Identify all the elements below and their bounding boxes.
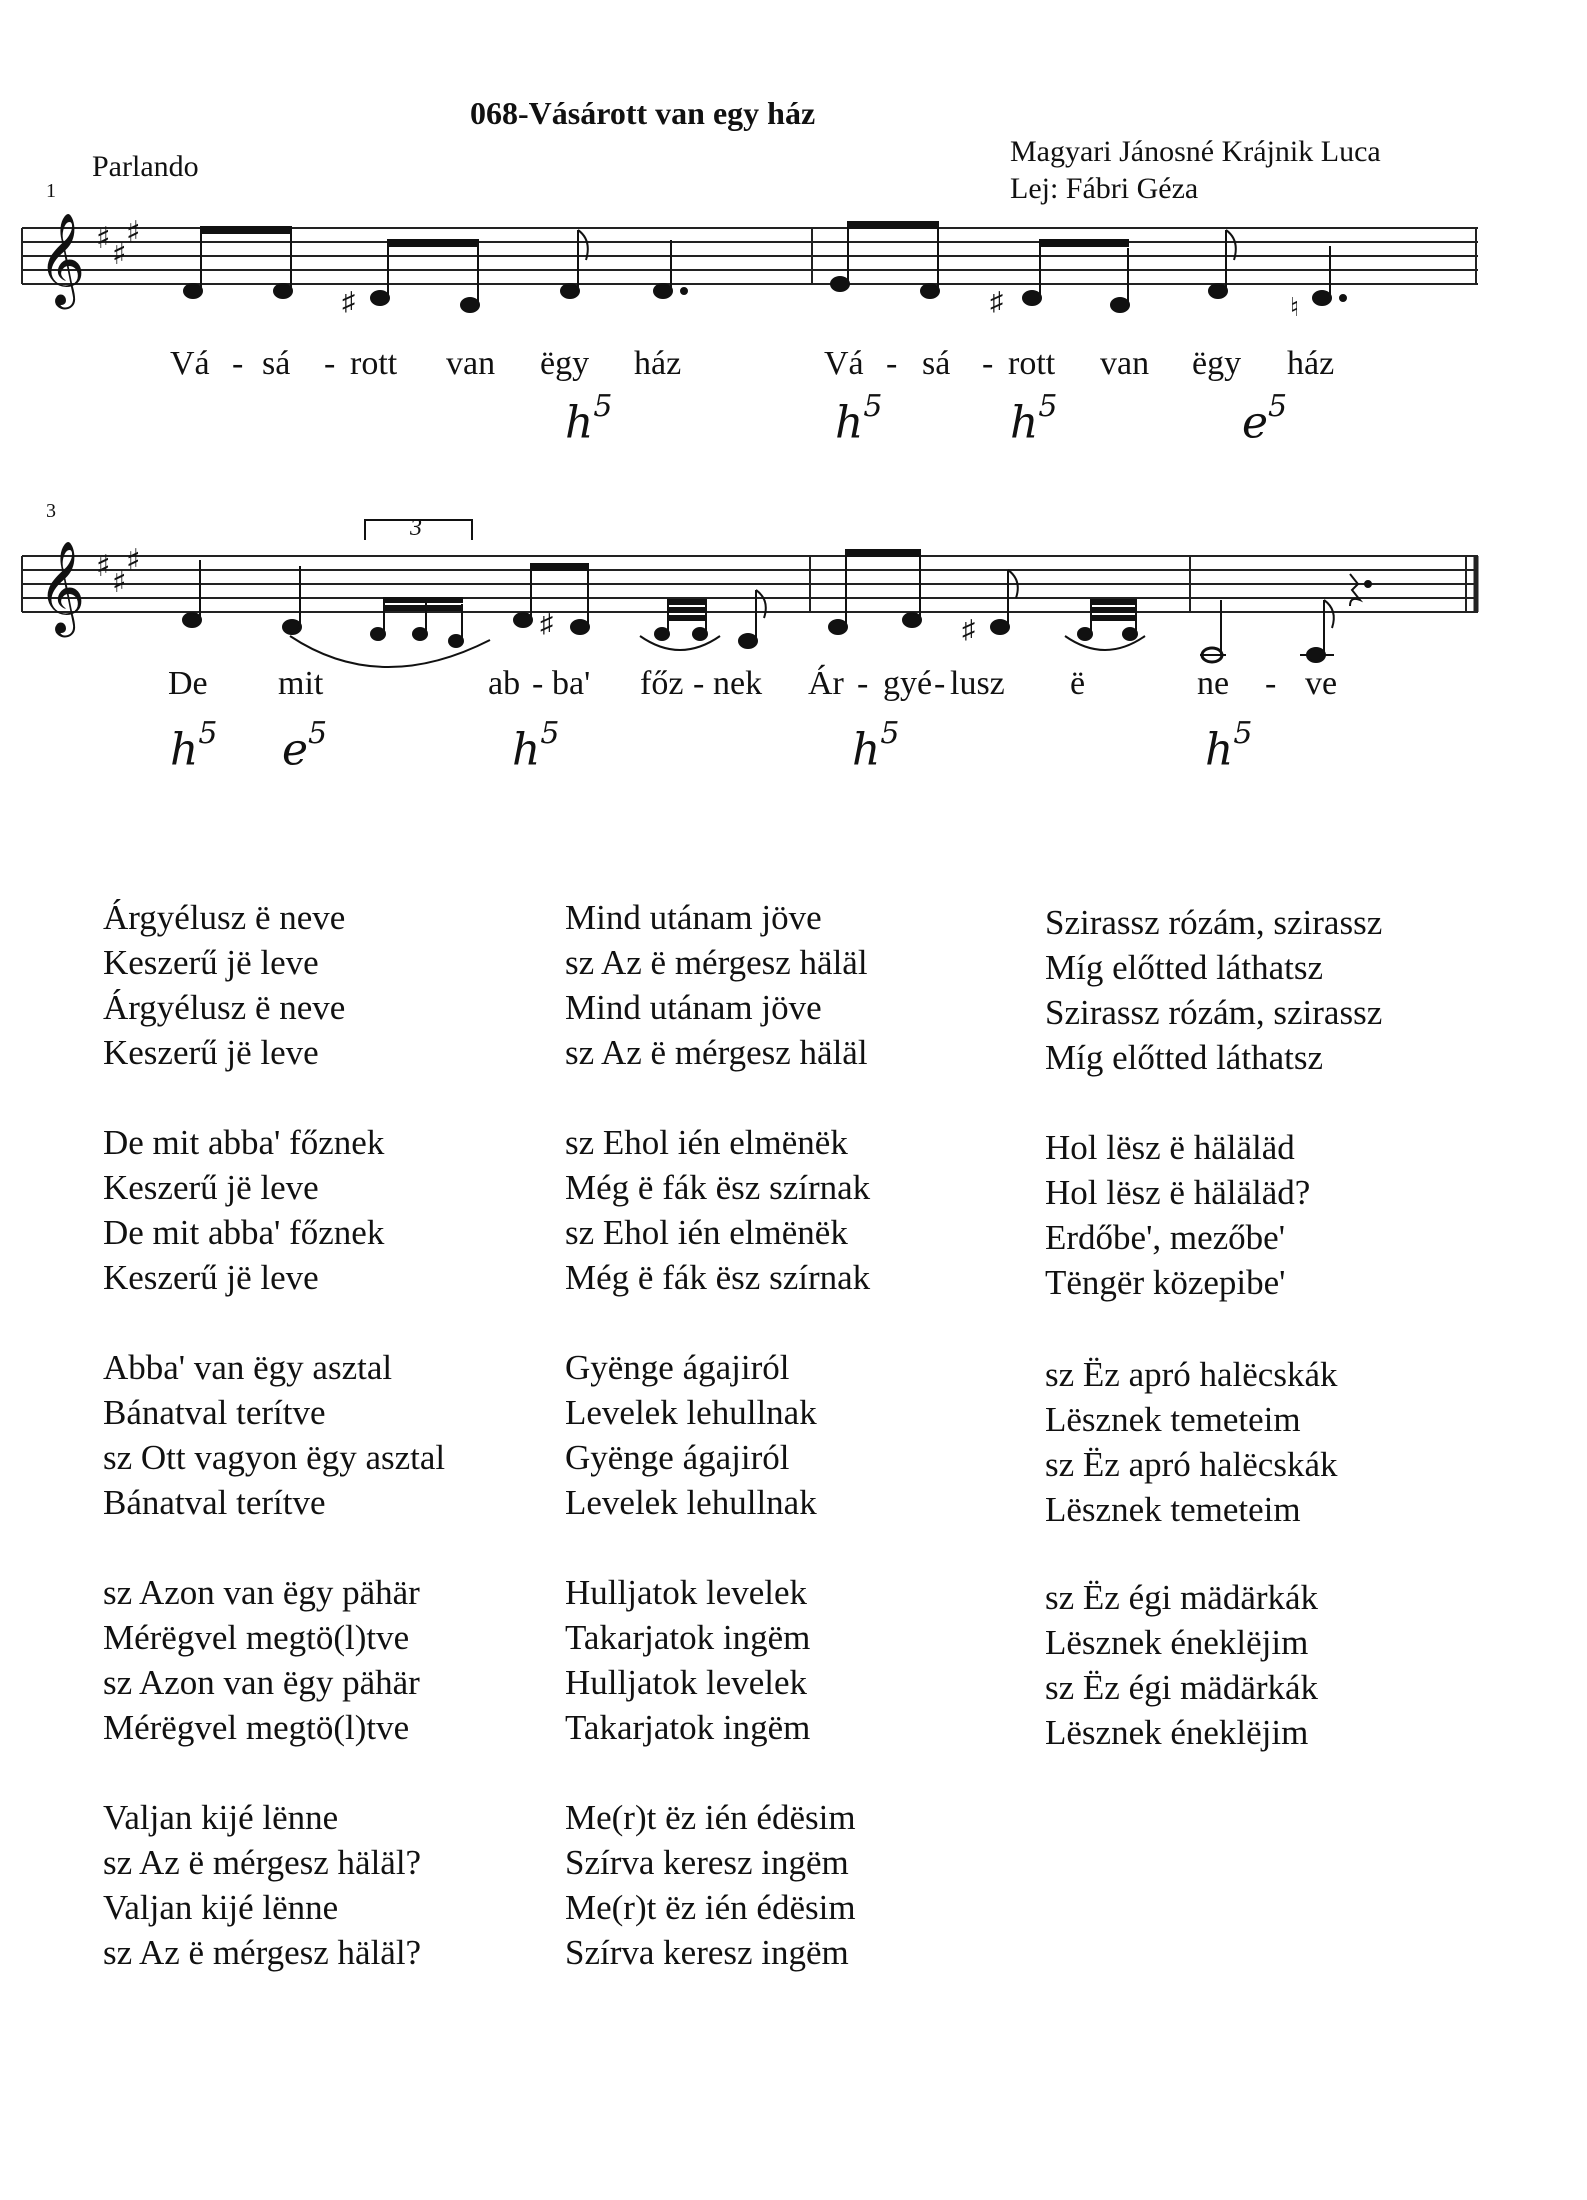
measure-number-3: 3 <box>46 500 56 522</box>
stanza-line: De mit abba' főznek <box>103 1123 385 1162</box>
tempo-marking: Parlando <box>92 150 199 183</box>
triplet-number: 3 <box>410 515 422 541</box>
svg-text:♮: ♮ <box>1290 293 1300 322</box>
stanza-line: Szírva keresz ingëm <box>565 1933 849 1972</box>
svg-text:♯: ♯ <box>112 237 127 272</box>
lyric-syllable: Vá <box>170 345 210 382</box>
stanza-line: Hol lësz ë häläläd <box>1045 1128 1295 1167</box>
treble-clef-icon <box>38 212 85 309</box>
stanza-line: Gyënge ágajiról <box>565 1438 790 1477</box>
stanza-line: sz Az ë mérgesz häläl <box>565 1033 868 1072</box>
lyric-syllable: gyé <box>883 665 933 702</box>
stanza-3 <box>103 1345 445 1525</box>
lyric-syllable: van <box>1100 345 1150 382</box>
svg-text:♯: ♯ <box>962 615 975 644</box>
key-signature-sharps <box>96 543 141 600</box>
credit-lyricist: Magyari Jánosné Krájnik Luca <box>1010 135 1381 168</box>
svg-text:♯: ♯ <box>126 543 141 578</box>
lyric-syllable: rott <box>1008 345 1056 382</box>
staff-system-2 <box>0 510 1587 680</box>
stanza-line: Árgyélusz ë neve <box>103 898 346 937</box>
lyric-hyphen: - <box>982 345 994 382</box>
lyric-hyphen: - <box>857 665 869 702</box>
stanza-line: Lësznek temeteim <box>1045 1490 1301 1529</box>
stanza-12 <box>1045 1125 1310 1305</box>
stanza-line: Keszerű jë leve <box>103 1168 319 1207</box>
stanza-line: Takarjatok ingëm <box>565 1618 811 1657</box>
stanza-8 <box>565 1345 817 1525</box>
stanza-5 <box>103 1795 421 1975</box>
stanza-line: Keszerű jë leve <box>103 943 319 982</box>
stanza-line: sz Ëz apró halëcskák <box>1045 1355 1338 1394</box>
lyric-syllable: rott <box>350 345 398 382</box>
stanza-line: Keszerű jë leve <box>103 1258 319 1297</box>
chord-symbol: $h^5$ <box>512 716 560 776</box>
stanza-line: Mind utánam jöve <box>565 898 822 937</box>
chord-symbol: $e^5$ <box>282 716 328 776</box>
stanza-line: Hulljatok levelek <box>565 1663 808 1702</box>
lyric-syllable: van <box>446 345 496 382</box>
stanza-6 <box>565 895 868 1075</box>
stanza-line: Mind utánam jöve <box>565 988 822 1027</box>
lyric-syllable: főz <box>640 665 684 702</box>
stanza-line: Hulljatok levelek <box>565 1573 808 1612</box>
stanza-line: Valjan kijé lënne <box>103 1798 339 1837</box>
lyric-syllable: ház <box>634 345 682 382</box>
lyric-syllable: lusz <box>950 665 1005 702</box>
stanza-line: sz Ëz apró halëcskák <box>1045 1445 1338 1484</box>
chord-symbol: $e^5$ <box>1242 389 1288 449</box>
lyric-hyphen: - <box>532 665 544 702</box>
lyric-syllable: De <box>168 665 208 702</box>
lyric-hyphen: - <box>886 345 898 382</box>
stanza-line: Szírva keresz ingëm <box>565 1843 849 1882</box>
stanza-line: sz Ott vagyon ëgy asztal <box>103 1438 446 1477</box>
chord-symbol: $h^5$ <box>852 716 900 776</box>
lyric-syllable: ház <box>1287 345 1335 382</box>
stanza-line: Mérëgvel megtö(l)tve <box>103 1708 410 1747</box>
treble-clef-icon <box>38 540 85 637</box>
stanza-line: Míg előtted láthatsz <box>1045 948 1323 987</box>
notes-measure-5 <box>1200 574 1371 662</box>
stanza-line: Szirassz rózám, szirassz <box>1045 993 1383 1032</box>
stanza-line: Lësznek temeteim <box>1045 1400 1301 1439</box>
stanza-line: sz Ehol ién elmënëk <box>565 1213 848 1252</box>
lyric-hyphen: - <box>1265 665 1277 702</box>
svg-text:♯: ♯ <box>342 287 355 316</box>
stanza-2 <box>103 1120 384 1300</box>
stanza-line: Erdőbe', mezőbe' <box>1045 1218 1286 1257</box>
svg-text:♯: ♯ <box>96 221 111 256</box>
lyric-syllable: mit <box>278 665 324 702</box>
stanza-line: Mérëgvel megtö(l)tve <box>103 1618 410 1657</box>
stanza-line: Még ë fák ësz szírnak <box>565 1258 871 1297</box>
stanza-line: Míg előtted láthatsz <box>1045 1038 1323 1077</box>
lyric-syllable: ve <box>1305 665 1338 702</box>
stanza-line: Levelek lehullnak <box>565 1393 817 1432</box>
stanza-line: sz Az ë mérgesz häläl <box>565 943 868 982</box>
lyric-syllable: ë <box>1070 665 1086 702</box>
lyric-hyphen: - <box>934 665 946 702</box>
stanza-11 <box>1045 900 1382 1080</box>
stanza-line: sz Ehol ién elmënëk <box>565 1123 848 1162</box>
stanza-line: Árgyélusz ë neve <box>103 988 346 1027</box>
notes-measure-3 <box>183 560 766 648</box>
lyric-hyphen: - <box>693 665 705 702</box>
svg-text:♯: ♯ <box>112 565 127 600</box>
stanza-line: Me(r)t ëz ién édësim <box>565 1798 856 1837</box>
lyric-syllable: ab <box>488 665 521 702</box>
stanza-line: Bánatval terítve <box>103 1393 326 1432</box>
chord-symbol: $h^5$ <box>170 716 218 776</box>
stanza-line: Tëngër közepibe' <box>1045 1263 1286 1302</box>
stanza-line: Gyënge ágajiról <box>565 1348 790 1387</box>
svg-text:𝄞: 𝄞 <box>38 540 86 633</box>
stanza-line: Lësznek éneklëjim <box>1045 1713 1309 1752</box>
key-signature-sharps <box>96 215 141 272</box>
svg-text:♯: ♯ <box>126 215 141 250</box>
stanza-10 <box>565 1795 856 1975</box>
lyric-syllable: sá <box>922 345 951 382</box>
staff-system-1 <box>0 200 1587 360</box>
stanza-line: Takarjatok ingëm <box>565 1708 811 1747</box>
stanza-line: Még ë fák ësz szírnak <box>565 1168 871 1207</box>
lyric-hyphen: - <box>232 345 244 382</box>
stanza-4 <box>103 1570 420 1750</box>
notes-measure-2 <box>831 222 1346 322</box>
lyric-hyphen: - <box>324 345 336 382</box>
stanza-line: Levelek lehullnak <box>565 1483 817 1522</box>
stanza-line: sz Az ë mérgesz häläl? <box>103 1843 422 1882</box>
lyric-syllable: Vá <box>824 345 864 382</box>
svg-text:𝄞: 𝄞 <box>38 212 86 305</box>
credit-melody: Lej: Fábri Géza <box>1010 172 1199 205</box>
stanza-line: sz Ëz égi mädärkák <box>1045 1578 1319 1617</box>
measure-number-1: 1 <box>46 180 56 202</box>
stanza-line: Me(r)t ëz ién édësim <box>565 1888 856 1927</box>
lyric-syllable: ba' <box>552 665 591 702</box>
lyric-syllable: ëgy <box>1192 345 1242 382</box>
stanza-line: sz Azon van ëgy pähär <box>103 1663 420 1702</box>
chord-symbol: $h^5$ <box>565 389 613 449</box>
stanza-14 <box>1045 1575 1318 1755</box>
svg-text:♯: ♯ <box>96 549 111 584</box>
stanza-13 <box>1045 1352 1338 1532</box>
stanza-line: Abba' van ëgy asztal <box>103 1348 393 1387</box>
lyric-syllable: ne <box>1197 665 1230 702</box>
stanza-line: Valjan kijé lënne <box>103 1888 339 1927</box>
stanza-line: Lësznek éneklëjim <box>1045 1623 1309 1662</box>
stanza-line: Hol lësz ë häläläd? <box>1045 1173 1311 1212</box>
lyric-syllable: Ár <box>808 665 844 702</box>
notes-measure-1 <box>184 227 687 316</box>
stanza-line: sz Ëz égi mädärkák <box>1045 1668 1319 1707</box>
lyric-syllable: sá <box>262 345 291 382</box>
chord-symbol: $h^5$ <box>1205 716 1253 776</box>
svg-text:♯: ♯ <box>540 609 553 638</box>
stanza-line: sz Az ë mérgesz häläl? <box>103 1933 422 1972</box>
svg-text:♯: ♯ <box>990 287 1003 316</box>
stanza-line: Bánatval terítve <box>103 1483 326 1522</box>
stanza-9 <box>565 1570 810 1750</box>
stanza-line: De mit abba' főznek <box>103 1213 385 1252</box>
stanza-line: sz Azon van ëgy pähär <box>103 1573 420 1612</box>
stanza-line: Szirassz rózám, szirassz <box>1045 903 1383 942</box>
stanza-line: Keszerű jë leve <box>103 1033 319 1072</box>
lyric-syllable: nek <box>713 665 763 702</box>
lyric-syllable: ëgy <box>540 345 590 382</box>
stanza-1 <box>103 895 345 1075</box>
chord-symbol: $h^5$ <box>835 389 883 449</box>
song-title: 068-Vásárott van egy ház <box>470 95 816 131</box>
chord-symbol: $h^5$ <box>1010 389 1058 449</box>
stanza-7 <box>565 1120 870 1300</box>
